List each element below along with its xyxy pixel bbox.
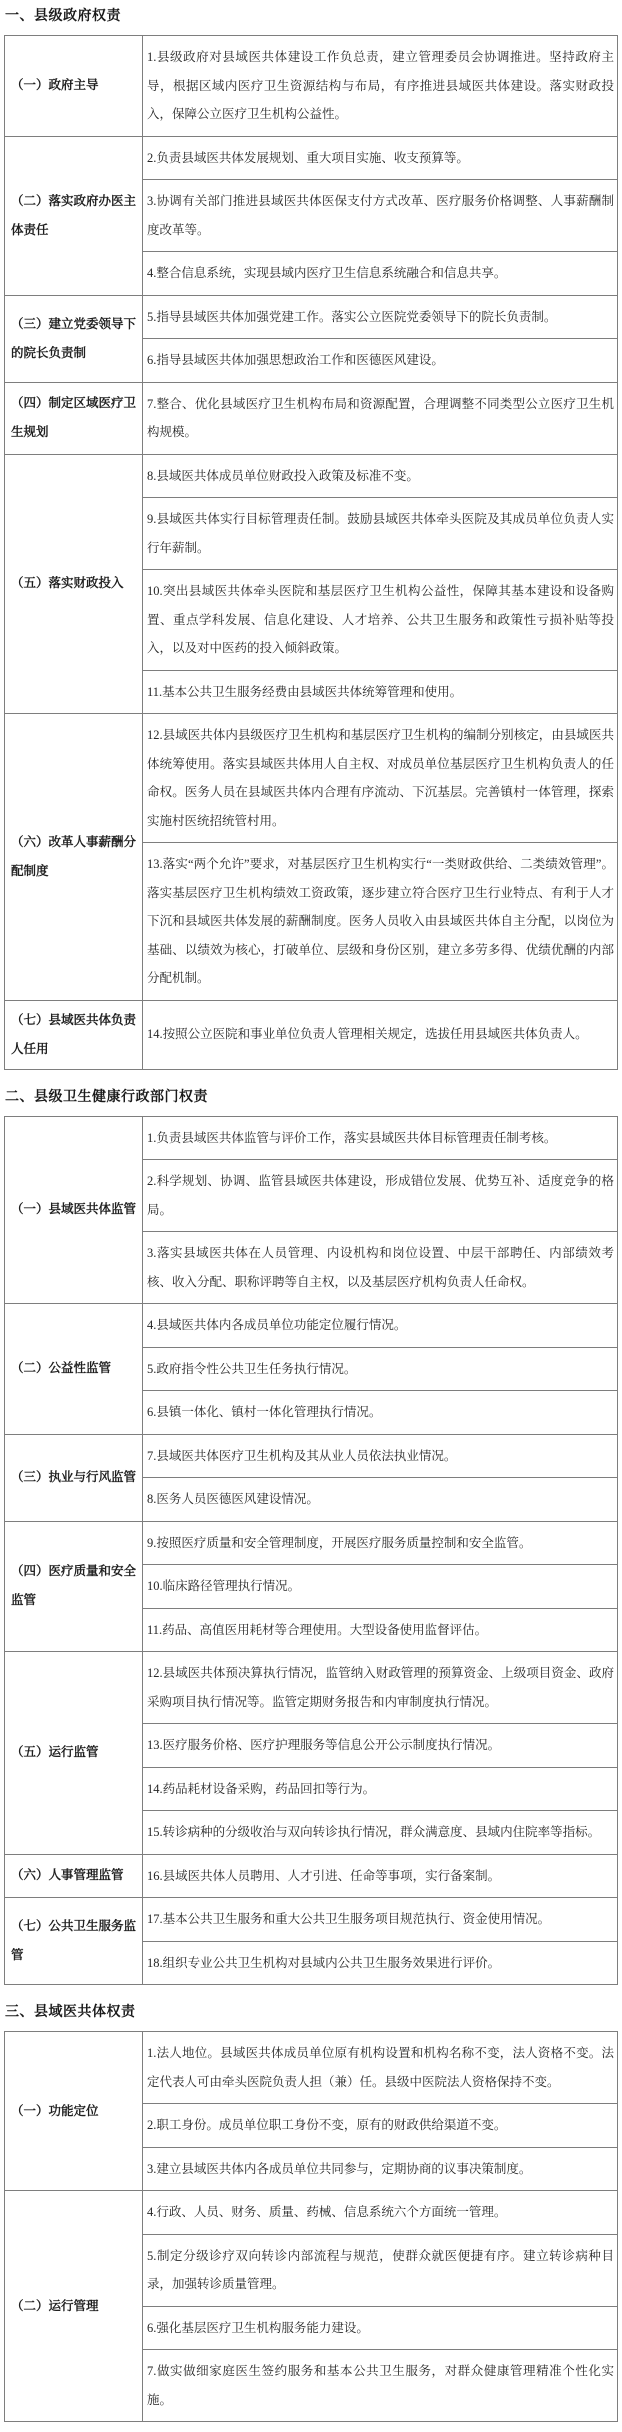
table-row [5, 714, 618, 843]
item-cell: 2.职工身份。成员单位职工身份不变，原有的财政供给渠道不变。 [143, 2104, 618, 2148]
category-cell: （二）运行管理 [5, 2191, 143, 2422]
category-cell: （五）运行监管 [5, 1652, 143, 1855]
item-cell: 4.整合信息系统，实现县域内医疗卫生信息系统融合和信息共享。 [143, 252, 618, 296]
table-row [5, 454, 618, 498]
item-cell: 6.强化基层医疗卫生机构服务能力建设。 [143, 2306, 618, 2350]
table-row [5, 295, 618, 339]
item-cell: 5.政府指令性公共卫生任务执行情况。 [143, 1347, 618, 1391]
category-cell: （一）功能定位 [5, 2032, 143, 2191]
responsibility-table [4, 1116, 618, 1986]
category-cell: （七）公共卫生服务监管 [5, 1898, 143, 1985]
table-row [5, 1116, 618, 1160]
table-row [5, 136, 618, 180]
item-cell: 16.县域医共体人员聘用、人才引进、任命等事项，实行备案制。 [143, 1854, 618, 1898]
item-cell: 3.落实县域医共体在人员管理、内设机构和岗位设置、中层干部聘任、内部绩效考核、收入分配、职称评聘等自主权，以及基层医疗机构负责人任命权。 [143, 1232, 618, 1304]
category-cell: （四）制定区域医疗卫生规划 [5, 382, 143, 454]
item-cell: 18.组织专业公共卫生机构对县域内公共卫生服务效果进行评价。 [143, 1941, 618, 1985]
item-cell: 12.县域医共体内县级医疗卫生机构和基层医疗卫生机构的编制分别核定，由县域医共体统筹使用。落实县域医共体用人自主权、对成员单位基层医疗卫生机构负责人的任命权。医务人员在县域医共体内合理有序流动、下沉基层。完善镇村一体管理，探索实施村医统招统管村用。 [143, 714, 618, 843]
category-cell: （二）落实政府办医主体责任 [5, 136, 143, 295]
item-cell: 1.负责县域医共体监管与评价工作，落实县域医共体目标管理责任制考核。 [143, 1116, 618, 1160]
item-cell: 3.协调有关部门推进县域医共体医保支付方式改革、医疗服务价格调整、人事薪酬制度改革等。 [143, 180, 618, 252]
table-row [5, 1000, 618, 1069]
table-row [5, 382, 618, 454]
item-cell: 9.按照医疗质量和安全管理制度，开展医疗服务质量控制和安全监管。 [143, 1521, 618, 1565]
table-row [5, 1854, 618, 1898]
section-heading: 一、县级政府权责 [5, 7, 121, 23]
table-row [5, 1521, 618, 1565]
category-cell: （三）执业与行风监管 [5, 1434, 143, 1521]
item-cell: 5.制定分级诊疗双向转诊内部流程与规范，使群众就医便捷有序。建立转诊病种目录，加强转诊质量管理。 [143, 2234, 618, 2306]
item-cell: 7.做实做细家庭医生签约服务和基本公共卫生服务，对群众健康管理精准个性化实施。 [143, 2350, 618, 2422]
item-cell: 10.临床路径管理执行情况。 [143, 1565, 618, 1609]
item-cell: 2.科学规划、协调、监管县域医共体建设，形成错位发展、优势互补、适度竞争的格局。 [143, 1160, 618, 1232]
section-heading: 三、县域医共体权责 [5, 2003, 136, 2019]
category-cell: （四）医疗质量和安全监管 [5, 1521, 143, 1652]
item-cell: 11.基本公共卫生服务经费由县域医共体统筹管理和使用。 [143, 670, 618, 714]
item-cell: 14.药品耗材设备采购，药品回扣等行为。 [143, 1767, 618, 1811]
table-row [5, 1304, 618, 1348]
item-cell: 8.县域医共体成员单位财政投入政策及标准不变。 [143, 454, 618, 498]
section-heading: 二、县级卫生健康行政部门权责 [5, 1087, 208, 1104]
category-cell: （五）落实财政投入 [5, 454, 143, 714]
item-cell: 5.指导县域医共体加强党建工作。落实公立医院党委领导下的院长负责制。 [143, 295, 618, 339]
item-cell: 4.县域医共体内各成员单位功能定位履行情况。 [143, 1304, 618, 1348]
item-cell: 13.医疗服务价格、医疗护理服务等信息公开公示制度执行情况。 [143, 1724, 618, 1768]
category-cell: （一）政府主导 [5, 36, 143, 137]
item-cell: 4.行政、人员、财务、质量、药械、信息系统六个方面统一管理。 [143, 2191, 618, 2235]
item-cell: 9.县域医共体实行目标管理责任制。鼓励县域医共体牵头医院及其成员单位负责人实行年薪制。 [143, 498, 618, 570]
item-cell: 6.指导县域医共体加强思想政治工作和医德医风建设。 [143, 339, 618, 383]
item-cell: 8.医务人员医德医风建设情况。 [143, 1478, 618, 1522]
table-row [5, 2191, 618, 2235]
item-cell: 13.落实“两个允许”要求，对基层医疗卫生机构实行“一类财政供给、二类绩效管理”。落实基层医疗卫生机构绩效工资政策，逐步建立符合医疗卫生行业特点、有利于人才下沉和县域医共体发展的薪酬制度。医务人员收入由县域医共体自主分配，以岗位为基础、以绩效为核心，打破单位、层级和身份区别，建立多劳多得、优绩优酬的内部分配机制。 [143, 843, 618, 1001]
category-cell: （六）改革人事薪酬分配制度 [5, 714, 143, 1001]
item-cell: 12.县域医共体预决算执行情况，监管纳入财政管理的预算资金、上级项目资金、政府采购项目执行情况等。监管定期财务报告和内审制度执行情况。 [143, 1652, 618, 1724]
item-cell: 17.基本公共卫生服务和重大公共卫生服务项目规范执行、资金使用情况。 [143, 1898, 618, 1942]
item-cell: 15.转诊病种的分级收治与双向转诊执行情况，群众满意度、县域内住院率等指标。 [143, 1811, 618, 1855]
item-cell: 1.法人地位。县域医共体成员单位原有机构设置和机构名称不变，法人资格不变。法定代表人可由牵头医院负责人担（兼）任。县级中医院法人资格保持不变。 [143, 2032, 618, 2104]
section [4, 2002, 620, 2422]
table-row [5, 1652, 618, 1724]
category-cell: （二）公益性监管 [5, 1304, 143, 1435]
table-row [5, 1434, 618, 1478]
table-row [5, 36, 618, 137]
responsibility-table [4, 35, 618, 1070]
table-row [5, 1898, 618, 1942]
category-cell: （三）建立党委领导下的院长负责制 [5, 295, 143, 382]
item-cell: 10.突出县域医共体牵头医院和基层医疗卫生机构公益性，保障其基本建设和设备购置、重点学科发展、信息化建设、人才培养、公共卫生服务和政策性亏损补贴等投入，以及对中医药的投入倾斜政策。 [143, 570, 618, 671]
table-row [5, 2032, 618, 2104]
category-cell: （一）县域医共体监管 [5, 1116, 143, 1304]
item-cell: 2.负责县域医共体发展规划、重大项目实施、收支预算等。 [143, 136, 618, 180]
item-cell: 11.药品、高值医用耗材等合理使用。大型设备使用监督评估。 [143, 1608, 618, 1652]
section [4, 6, 620, 1070]
item-cell: 1.县级政府对县域医共体建设工作负总责，建立管理委员会协调推进。坚持政府主导，根据区域内医疗卫生资源结构与布局，有序推进县域医共体建设。落实财政投入，保障公立医疗卫生机构公益性。 [143, 36, 618, 137]
item-cell: 6.县镇一体化、镇村一体化管理执行情况。 [143, 1391, 618, 1435]
section [4, 1087, 620, 1986]
item-cell: 14.按照公立医院和事业单位负责人管理相关规定，选拔任用县域医共体负责人。 [143, 1000, 618, 1069]
item-cell: 7.县域医共体医疗卫生机构及其从业人员依法执业情况。 [143, 1434, 618, 1478]
category-cell: （六）人事管理监管 [5, 1854, 143, 1898]
responsibility-table [4, 2031, 618, 2422]
item-cell: 3.建立县域医共体内各成员单位共同参与，定期协商的议事决策制度。 [143, 2147, 618, 2191]
item-cell: 7.整合、优化县域医疗卫生机构布局和资源配置，合理调整不同类型公立医疗卫生机构规模。 [143, 382, 618, 454]
category-cell: （七）县域医共体负责人任用 [5, 1000, 143, 1069]
